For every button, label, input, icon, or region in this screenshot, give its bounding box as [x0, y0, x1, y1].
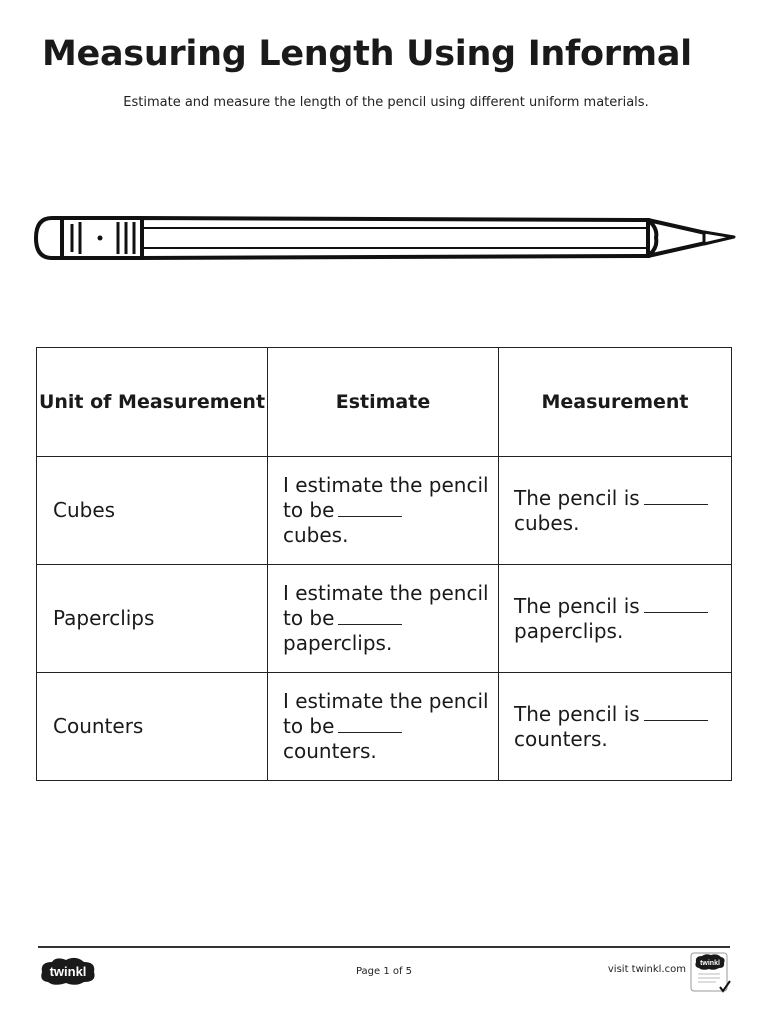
website-link[interactable]: visit twinkl.com: [607, 964, 686, 975]
measurement-suffix: paperclips.: [514, 618, 624, 643]
badge-text: twinkl: [700, 960, 720, 967]
estimate-prefix: I estimate the pencil to be: [283, 473, 489, 522]
estimate-blank[interactable]: [338, 732, 402, 733]
instructions: Estimate and measure the length of the pencil using different uniform materials.: [123, 95, 649, 110]
estimate-prefix: I estimate the pencil to be: [283, 689, 489, 738]
measurement-cell: [499, 673, 732, 781]
table-row: [37, 457, 732, 565]
measurement-blank[interactable]: [644, 612, 708, 613]
estimate-cell: [268, 673, 499, 781]
quality-badge-icon: [690, 952, 732, 994]
estimate-suffix: counters.: [283, 739, 377, 763]
unit-cell: Counters: [37, 673, 268, 781]
unit-cell: Cubes: [37, 457, 268, 565]
estimate-cell: [268, 457, 499, 565]
estimate-cell: [268, 565, 499, 673]
page-number: Page 1 of 5: [355, 966, 413, 977]
measurement-suffix: counters.: [514, 726, 608, 751]
measurement-prefix: The pencil is: [514, 485, 640, 510]
measurement-suffix: cubes.: [514, 510, 580, 535]
estimate-blank[interactable]: [338, 516, 402, 517]
unit-cell: Paperclips: [37, 565, 268, 673]
measurement-blank[interactable]: [644, 720, 708, 721]
pencil-illustration: [30, 206, 740, 270]
measurement-table: [36, 347, 732, 781]
column-header-estimate: Estimate: [268, 348, 499, 457]
estimate-blank[interactable]: [338, 624, 402, 625]
measurement-blank[interactable]: [644, 504, 708, 505]
page-title: Measuring Length Using Informal: [42, 34, 692, 74]
measurement-prefix: The pencil is: [514, 593, 640, 618]
measurement-cell: [499, 565, 732, 673]
estimate-suffix: cubes.: [283, 523, 349, 547]
measurement-prefix: The pencil is: [514, 701, 640, 726]
column-header-unit: Unit of Measurement: [37, 348, 268, 457]
logo-text: twinkl: [49, 964, 87, 979]
table-header-row: [37, 348, 732, 457]
column-header-measurement: Measurement: [499, 348, 732, 457]
estimate-prefix: I estimate the pencil to be: [283, 581, 489, 630]
table-row: [37, 565, 732, 673]
measurement-cell: [499, 457, 732, 565]
estimate-suffix: paperclips.: [283, 631, 393, 655]
table-row: [37, 673, 732, 781]
footer-divider: [38, 946, 730, 948]
